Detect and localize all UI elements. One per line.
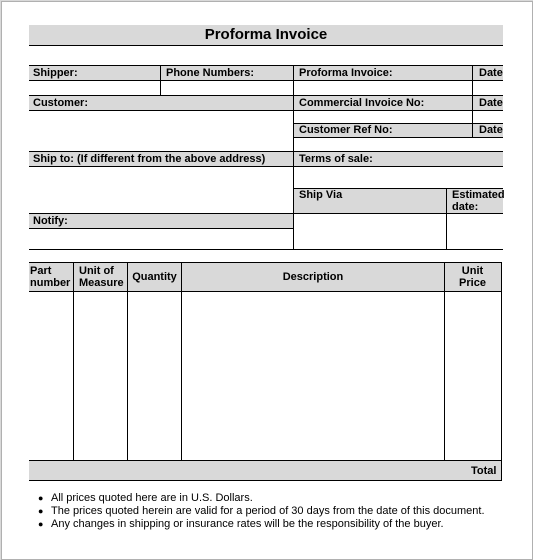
customer-row-band <box>29 96 503 110</box>
rule <box>29 460 502 461</box>
invoice-document <box>1 1 533 560</box>
col-quantity: Quantity <box>132 271 177 283</box>
notify-label: Notify: <box>33 215 68 227</box>
note-validity: The prices quoted herein are valid for a period of 30 days from the date of this document. <box>51 505 485 517</box>
rule <box>29 110 503 111</box>
rule <box>446 188 447 250</box>
proforma-invoice-label: Proforma Invoice: <box>299 67 393 79</box>
estimated-date-label-line2: date: <box>452 201 479 213</box>
rule <box>29 80 503 81</box>
page-title: Proforma Invoice <box>204 26 328 43</box>
rule <box>127 262 128 461</box>
terms-of-sale-label: Terms of sale: <box>299 153 373 165</box>
col-unit-line2: Measure <box>79 277 124 289</box>
ship-to-label: Ship to: (If different from the above address) <box>33 153 266 165</box>
rule <box>181 262 182 461</box>
phone-numbers-label: Phone Numbers: <box>166 67 255 79</box>
total-label: Total <box>471 465 497 477</box>
rule <box>29 166 503 167</box>
rule <box>29 213 503 214</box>
date-label-1: Date <box>479 67 503 79</box>
estimated-date-label-line1: Estimated <box>452 189 505 201</box>
rule <box>29 151 503 152</box>
customer-ref-label: Customer Ref No: <box>299 124 393 136</box>
note-shipping: Any changes in shipping or insurance rates will be the responsibility of the buyer. <box>51 518 444 530</box>
col-part-line2: number <box>30 277 71 289</box>
col-unit-price-line1: Unit <box>461 265 484 277</box>
rule <box>29 291 502 292</box>
bullet-icon: ● <box>38 519 44 529</box>
ship-via-label: Ship Via <box>299 189 343 201</box>
customer-label: Customer: <box>33 97 89 109</box>
rule <box>472 65 473 137</box>
bullet-icon: ● <box>38 493 44 503</box>
rule <box>73 262 74 461</box>
rule <box>29 65 503 66</box>
col-part-line1: Part <box>30 265 52 277</box>
rule <box>293 65 294 250</box>
rule <box>160 65 161 95</box>
commercial-invoice-label: Commercial Invoice No: <box>299 97 425 109</box>
shipper-row-band <box>29 66 503 80</box>
rule <box>293 137 503 138</box>
rule <box>29 480 502 481</box>
note-currency: All prices quoted here are in U.S. Dollars. <box>51 492 253 504</box>
col-description: Description <box>282 271 344 283</box>
notify-band <box>29 214 293 228</box>
rule <box>29 249 503 250</box>
rule <box>29 95 503 96</box>
col-unit-line1: Unit of <box>79 265 114 277</box>
col-unit-price-line2: Price <box>459 277 486 289</box>
rule <box>501 262 502 481</box>
total-bar <box>29 461 501 480</box>
title-underline <box>29 45 503 46</box>
date-label-2: Date <box>479 97 503 109</box>
bullet-icon: ● <box>38 506 44 516</box>
shipper-label: Shipper: <box>33 67 78 79</box>
date-label-3: Date <box>479 124 503 136</box>
rule <box>444 262 445 461</box>
rule <box>29 262 502 263</box>
rule <box>29 228 293 229</box>
